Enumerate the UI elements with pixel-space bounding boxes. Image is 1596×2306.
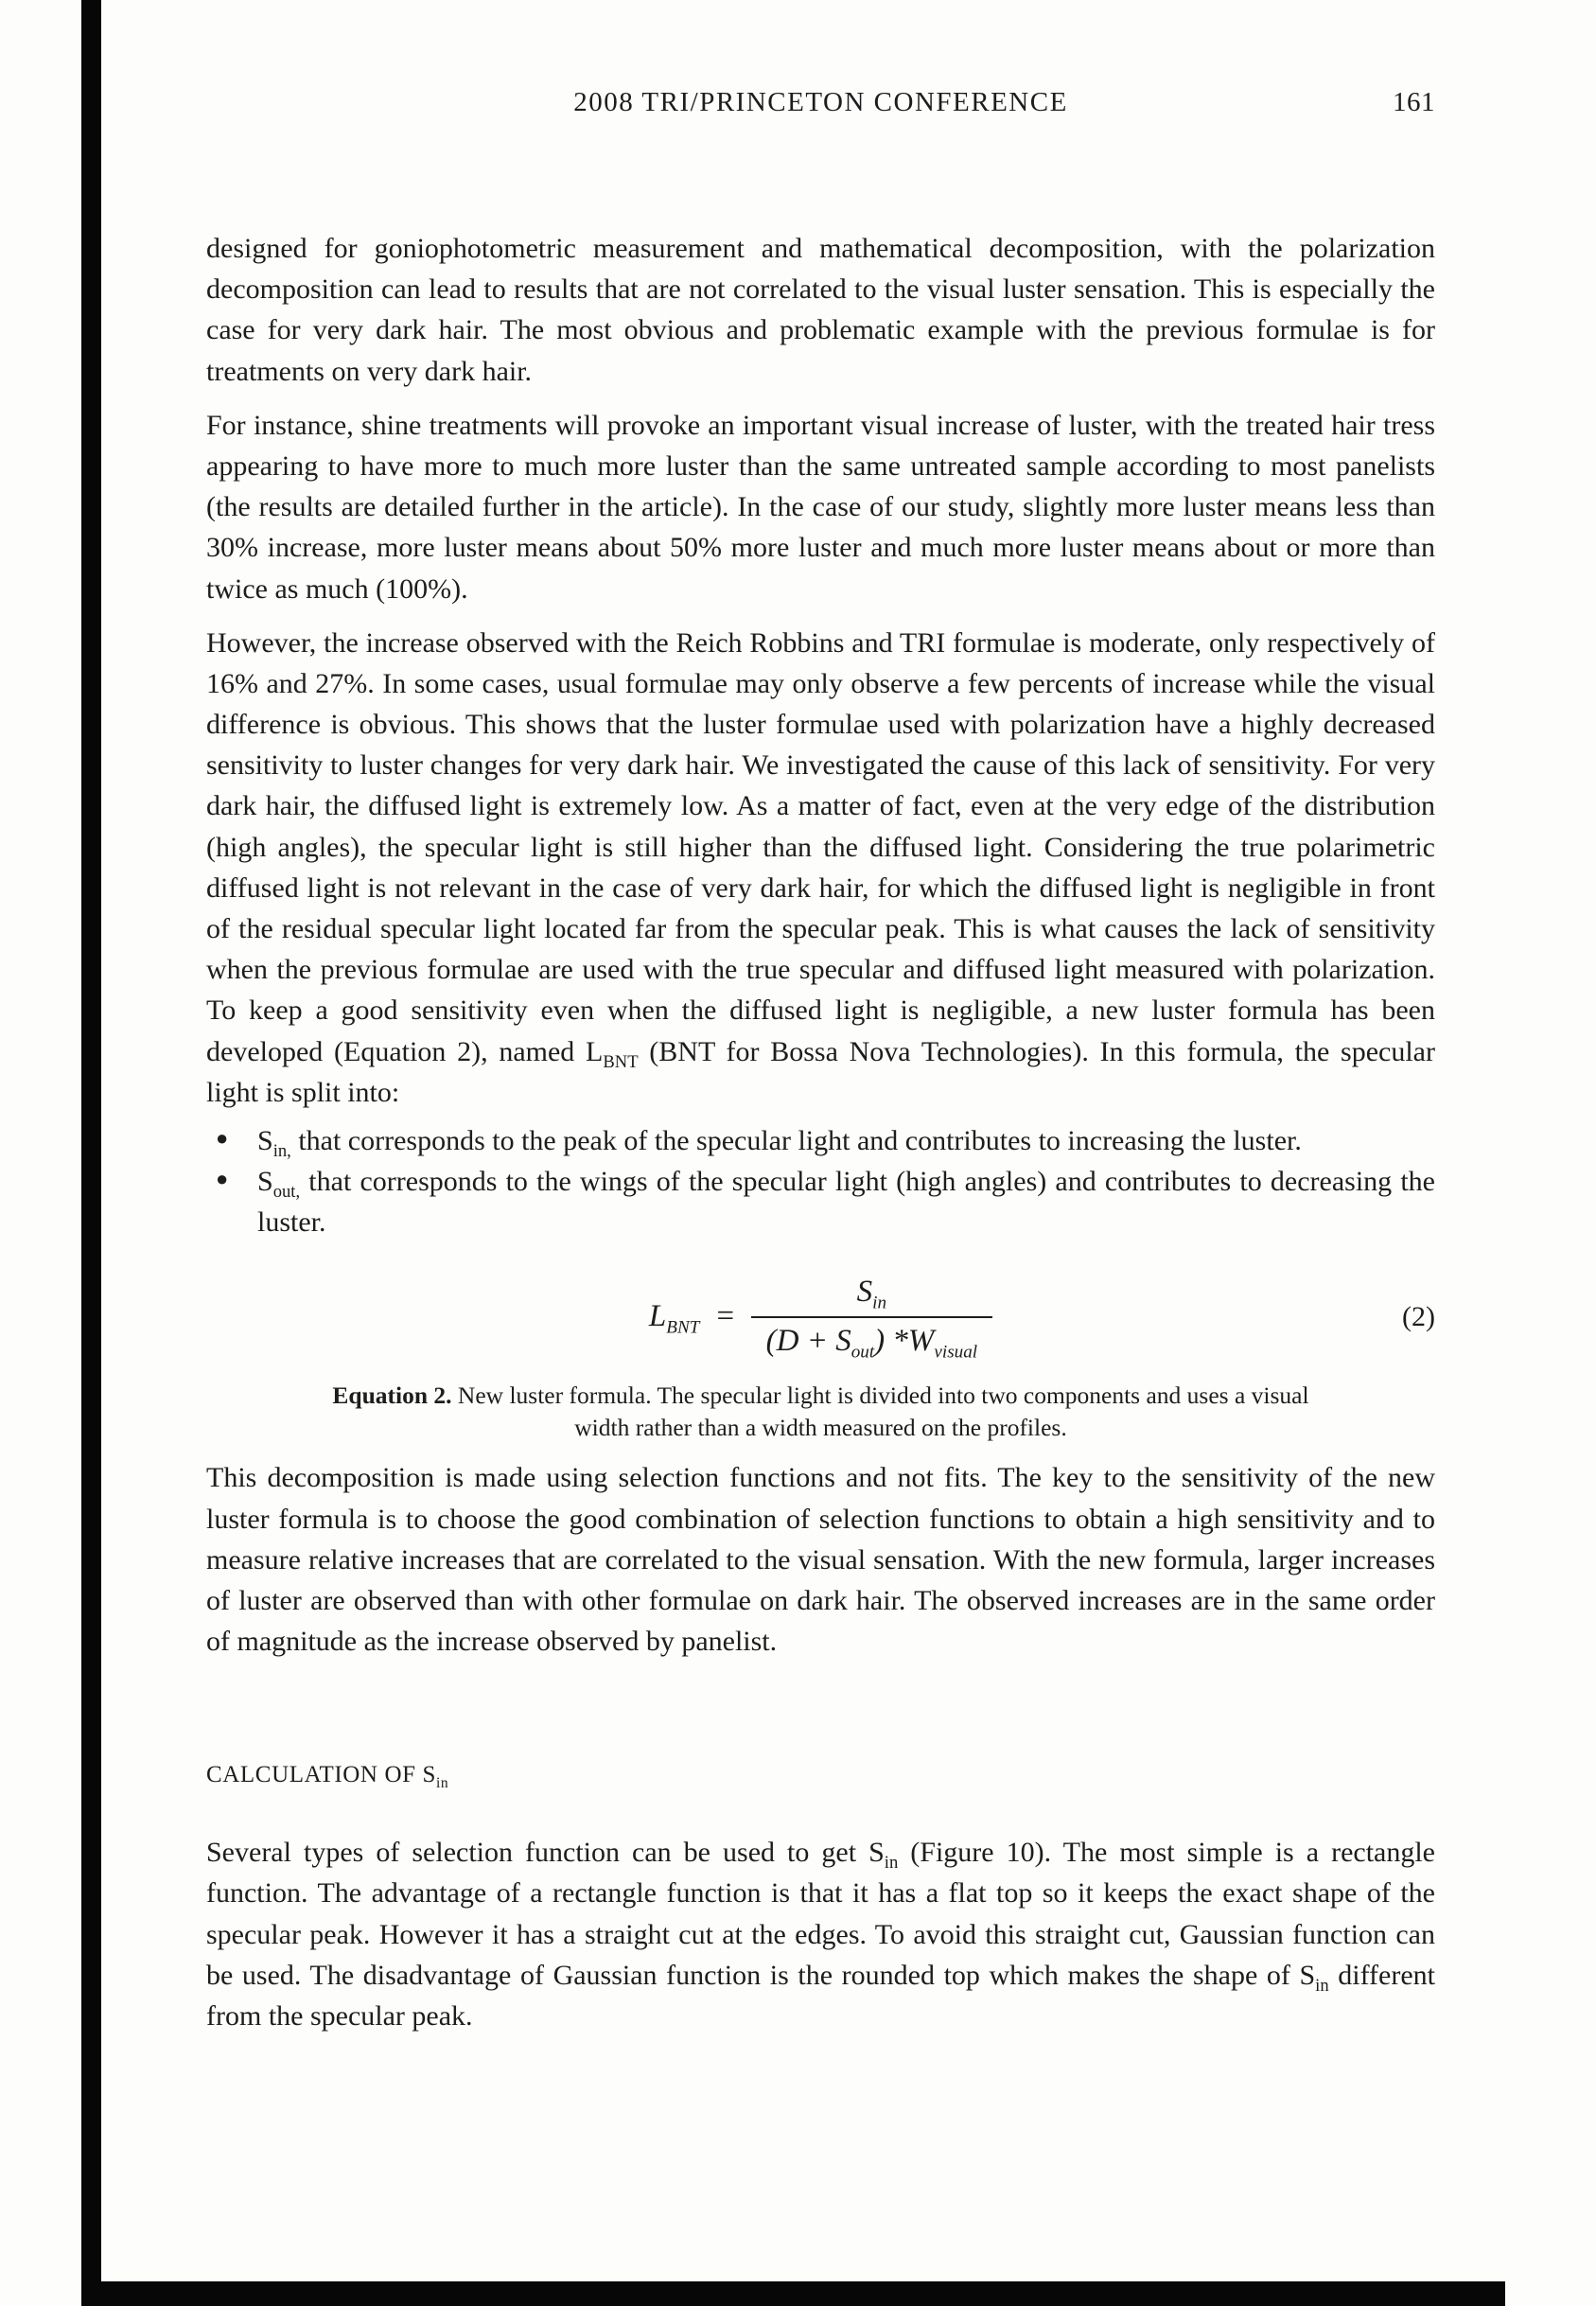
bullet-list [206, 1120, 1435, 1243]
bullet-icon: ● [216, 1125, 229, 1150]
equals-sign: = [714, 1299, 736, 1333]
bullet-item-sin-text [257, 1120, 1435, 1161]
lbnt-symbol: L [648, 1299, 667, 1333]
bullet-item-sin [216, 1120, 1435, 1161]
lbnt-subscript: BNT [603, 1051, 639, 1072]
paragraph-5-text-cont: (Figure 10). The most simple is a rectangle function. The advantage of a rectangle function is that it has a flat top so it keeps the exact shape of the specular peak. However it has a straight cut at the edges. To avoid this straight cut, Gaussian function can be used. The disadvantage of Gaussian function is the rounded top which makes the shape of S [206, 1837, 1435, 1991]
sout-subscript: out, [272, 1182, 301, 1203]
denominator-sout-subscript: out [851, 1342, 875, 1363]
paragraph-3-text: However, the increase observed with the Reich Robbins and TRI formulae is moderate, only respectively of 16% and 27%. In some cases, usual formulae may only observe a few percents of increase while the visual difference is obvious. This shows that the luster formulae used with polarization have a highly decreased sensitivity to luster changes for very dark hair. We investigated the cause of this lack of sensitivity. For very dark hair, the diffused light is extremely low. As a matter of fact, even at the very edge of the distribution (high angles), the specular light is still higher than the diffused light. Considering the true polarimetric diffused light is not relevant in the case of very dark hair, for which the diffused light is negligible in front of the residual specular light located far from the specular peak. This is what causes the lack of sensitivity when the previous formulae are used with the true specular and diffused light measured with polarization. To keep a good sensitivity even when the diffused light is negligible, a new luster formula has been developed (Equation 2), named L [206, 626, 1435, 1067]
paragraph-5 [206, 1832, 1435, 2036]
page-number: 161 [1393, 87, 1435, 117]
denominator-text: (D + S [765, 1323, 851, 1358]
bullet-item-sout-text [257, 1161, 1435, 1242]
sin-description: that corresponds to the peak of the specular light and contributes to increasing the luster. [290, 1124, 1302, 1156]
sin-symbol: S [257, 1124, 273, 1156]
equation-lhs [648, 1299, 700, 1338]
paragraph-3 [206, 623, 1435, 1113]
bullet-icon: ● [216, 1167, 229, 1191]
section-heading-calculation-of-sin [206, 1762, 1435, 1792]
paragraph-5-text-end: different from the specular peak. [206, 1959, 1435, 2033]
equation-number: (2) [1402, 1300, 1435, 1332]
denominator-wvisual-subscript: visual [934, 1342, 978, 1363]
lbnt-symbol-subscript: BNT [666, 1317, 700, 1338]
paragraph-2: For instance, shine treatments will provoke an important visual increase of luster, with the treated hair tress appearing to have more to much more luster than the same untreated sample according to most panelists (the results are detailed further in the article). In the case of our study, slightly more luster means less than 30% increase, more luster means about 50% more luster and much more luster means about or more than twice as much (100%). [206, 409, 1435, 605]
fraction [751, 1273, 992, 1361]
sout-symbol: S [257, 1166, 273, 1198]
caption-label: Equation 2. [332, 1381, 452, 1409]
equation-caption [310, 1380, 1332, 1445]
equation-block [206, 1268, 1435, 1366]
page-header [206, 87, 1435, 118]
paragraph-5-text: Several types of selection function can be used to get S [206, 1837, 885, 1869]
fraction-denominator [751, 1316, 992, 1361]
scan-artifact-bottom-edge [81, 2281, 1505, 2306]
paragraph-4: This decomposition is made using selection functions and not fits. The key to the sensitivity of the new luster formula is to choose the good combination of selection functions to obtain a high sensitivity and to measure relative increases that are correlated to the visual sensation. With the new formula, larger increases of luster are observed than with other formulae on dark hair. The observed increases are in the same order of magnitude as the increase observed by panelist. [206, 1462, 1435, 1658]
numerator-subscript: in [872, 1293, 887, 1313]
sin-subscript-1: in [884, 1853, 899, 1874]
fraction-numerator [842, 1273, 902, 1315]
running-head-title: 2008 TRI/PRINCETON CONFERENCE [573, 87, 1068, 117]
caption-text: New luster formula. The specular light is divided into two components and uses a visual width rather than a width measured on the profiles. [451, 1381, 1309, 1441]
sin-subscript: in, [272, 1140, 291, 1161]
numerator-symbol: S [856, 1275, 873, 1310]
denominator-text-cont: ) *W [874, 1323, 935, 1358]
section-heading-subscript: in [435, 1775, 449, 1792]
sin-subscript-2: in [1315, 1975, 1329, 1996]
paragraph-1: designed for goniophotometric measurement and mathematical decomposition, with the polarization decomposition can lead to results that are not correlated to the visual luster sensation. This is especially the case for very dark hair. The most obvious and problematic example with the previous formulae is for treatments on very dark hair. [206, 233, 1435, 387]
bullet-item-sout [216, 1161, 1435, 1242]
sout-description: that corresponds to the wings of the specular light (high angles) and contributes to decreasing the luster. [257, 1166, 1435, 1239]
section-heading-text: CALCULATION OF S [206, 1762, 436, 1788]
paragraph-3-text-cont: (BNT for Bossa Nova Technologies). In this formula, the specular light is split into: [206, 1035, 1435, 1108]
equation-2 [649, 1273, 992, 1361]
